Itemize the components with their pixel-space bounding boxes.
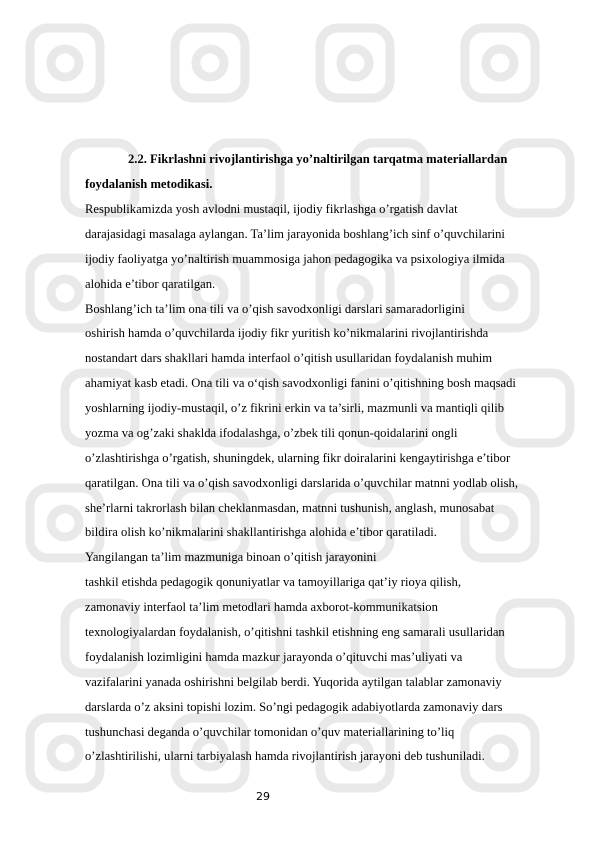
watermark-tile [320, 258, 390, 328]
body-text-line: texnologiyalardan foydalanish, o’qitishni tashkil etishning eng samarali usullaridan [85, 625, 505, 639]
body-text-line: tushunchasi deganda o’quvchilar tomonidan o’quv materiallarining to’liq [85, 725, 455, 739]
watermark-ring [341, 49, 369, 77]
body-text-line: o’zlashtirishga o’rgatish, shuningdek, ularning fikr doiralarini kengaytirishga e’tibor [85, 451, 511, 465]
body-text-line: zamonaviy interfaol ta’lim metodlari hamda axborot-kommunikatsion [85, 600, 438, 614]
watermark-tile [500, 143, 570, 213]
section-heading-line-1: 2.2. Fikrlashni rivojlantirishga yo’naltirilgan tarqatma materiallardan [128, 152, 508, 166]
body-text-line: she’rlarni takrorlash bilan cheklanmasdan, matnni tushunish, anglash, munosabat [85, 501, 495, 515]
watermark-tile [30, 28, 100, 98]
body-text-line: Yangilangan ta’lim mazmuniga binoan o’qitish jarayonini [85, 550, 377, 564]
watermark-tile [465, 258, 535, 328]
body-text-line: darslarda o’z aksini topishi lozim. So’ngi pedagogik adabiyotlarda zamonaviy dars [85, 700, 503, 714]
watermark-tile [175, 258, 245, 328]
body-text-line: vazifalarini yanada oshirishni belgilab berdi. Yuqorida aytilgan talablar zamonaviy [85, 675, 502, 689]
body-text-line: bildira olish ko’nikmalarini shakllantirishga alohida e’tibor qaratiladi. [85, 525, 437, 539]
body-text-line: yozma va og’zaki shaklda ifodalashga, o’zbek tili qonun-qoidalarini ongli [85, 426, 458, 440]
watermark-tile [465, 28, 535, 98]
watermark-ring [486, 739, 514, 767]
watermark-tile [30, 258, 100, 328]
watermark-tile [465, 488, 535, 558]
watermark-tile [30, 488, 100, 558]
watermark-ring [51, 509, 79, 537]
watermark-ring [196, 49, 224, 77]
body-text-line: tashkil etishda pedagogik qonuniyatlar va tamoyillariga qat’iy rioya qilish, [85, 575, 461, 589]
body-text-line: o’zlashtirilishi, ularni tarbiyalash hamda rivojlantirish jarayoni deb tushuniladi. [85, 749, 485, 763]
watermark-ring [51, 279, 79, 307]
section-heading-line-2: foydalanish metodikasi. [85, 177, 213, 191]
body-text-line: foydalanish lozimligini hamda mazkur jarayonda o’qituvchi mas’uliyati va [85, 650, 463, 664]
body-text-line: qaratilgan. Ona tili va o’qish savodxonligi darslarida o’quvchilar matnni yodlab olish, [85, 476, 518, 490]
watermark-tile [320, 488, 390, 558]
body-text-line: Respublikamizda yosh avlodni mustaqil, ijodiy fikrlashga o’rgatish davlat [85, 202, 458, 216]
page-number: 29 [256, 790, 270, 803]
watermark-tile [500, 603, 570, 673]
body-text-line: Boshlang’ich ta’lim ona tili va o’qish savodxonligi darslari samaradorligini [85, 302, 465, 316]
watermark-ring [486, 49, 514, 77]
body-text-line: oshirish hamda o’quvchilarda ijodiy fikr yuritish ko’nikmalarini rivojlantirishda [85, 326, 489, 340]
watermark-ring [486, 279, 514, 307]
watermark-tile [175, 488, 245, 558]
body-text-line: ijodiy faoliyatga yo’naltirish muammosiga jahon pedagogika va psixologiya ilmida [85, 252, 505, 266]
body-text-line: ahamiyat kasb etadi. Ona tili va o‘qish savodxonligi fanini o’qitishning bosh maqsadi [85, 376, 516, 390]
body-text-line: alohida e’tibor qaratilgan. [85, 277, 216, 291]
watermark-ring [51, 49, 79, 77]
watermark-tile [320, 28, 390, 98]
body-text-line: yoshlarning ijodiy-mustaqil, o’z fikrini erkin va ta’sirli, mazmunli va mantiqli qilib [85, 401, 505, 415]
watermark-tile [175, 28, 245, 98]
body-text-line: nostandart dars shakllari hamda interfaol o’qitish usullaridan foydalanish muhim [85, 351, 493, 365]
watermark-ring [51, 739, 79, 767]
body-text-line: darajasidagi masalaga aylangan. Ta’lim jarayonida boshlang’ich sinf o’quvchilarini [85, 227, 505, 241]
